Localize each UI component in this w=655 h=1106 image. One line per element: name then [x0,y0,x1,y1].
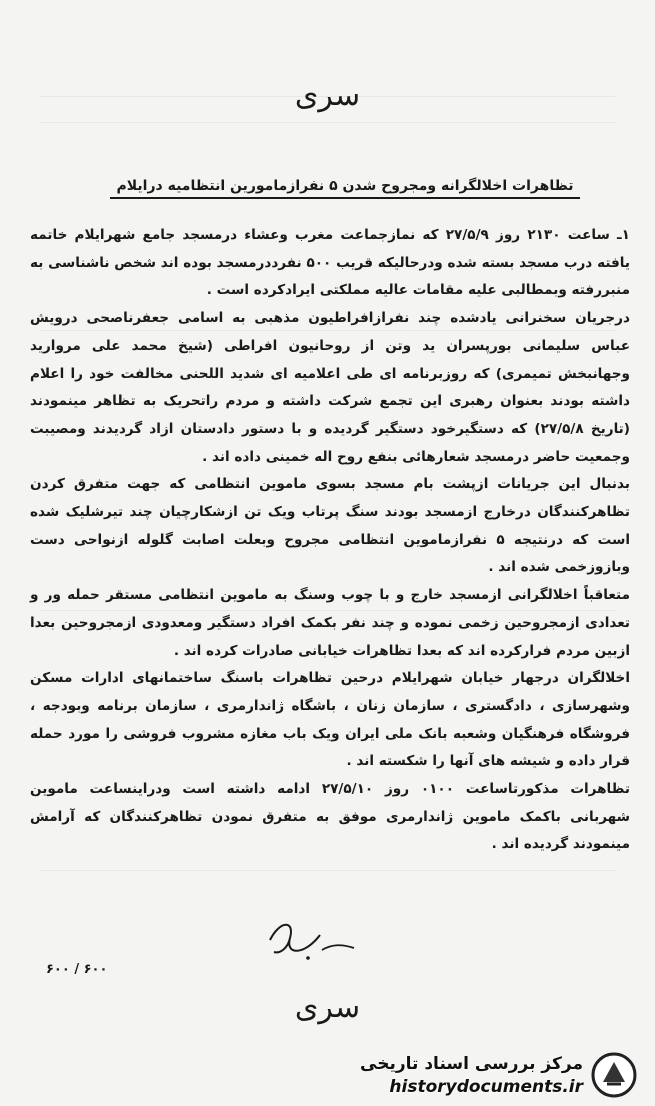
archive-url[interactable]: historydocuments.ir [389,1077,583,1097]
paragraph-1: ۱ـ ساعت ۲۱۳۰ روز ۲۷/۵/۹ که نمازجماعت مغرب وعشاء درمسجد جامع شهرایلام خاتمه یافته درب مسجد بسته شده ودرحالیکه قریب ۵۰۰ نفرددرمسجد بوده اند شخص ناشناسی به منبررفته وبمطالبی علیه مقامات عالیه مملکتی ایرادکرده است . [30,227,630,299]
show-through-line [40,870,615,871]
document-headline: تظاهرات اخلالگرانه ومجروح شدن ۵ نفرازمامورین انتظامیه درایلام [110,178,580,199]
paragraph-6: تظاهرات مذکورتاساعت ۰۱۰۰ روز ۲۷/۵/۱۰ ادامه داشته است ودراینساعت ماموین شهربانی باکمک ماموین ژاندارمری موفق به متفرق نمودن تظاهرکنندگان که آرامش مینمودند گردیده اند . [30,781,631,853]
classification-top: سری [294,78,361,113]
show-through-line [40,122,615,123]
reference-number: ۶۰۰ / ۶۰۰ [46,962,108,977]
paragraph-5: اخلالگران درجهار خیابان شهرایلام درحین تظاهرات باسنگ ساختمانهای ادارات مسکن وشهرسازی ، دادگستری ، سازمان زنان ، باشگاه ژاندارمری ، سازمان برنامه وبودجه ، فروشگاه فرهنگیان وشعبه بانک ملی ایران ویک باب مغازه مشروب فروشی را مورد حمله قرار داده و شیشه های آنها را شکسته اند . [30,670,630,770]
archive-watermark [347,1052,637,1100]
paragraph-4: متعاقباً اخلالگرانی ازمسجد خارج و با چوب وسنگ به ماموین انتظامی مستقر حمله ور و تعدادی ازمجروحین زخمی نموده و چند نفر بکمک افراد دستگیر ومعدودی ازمجروحین بعدا ازبین مردم فرارکرده اند که بعدا تظاهرات خیابانی صادرات کرده اند . [30,587,630,659]
paragraph-3: بدنبال این جریانات ازپشت بام مسجد بسوی ماموین انتظامی که جهت متفرق کردن تظاهرکنندگان درخارج ازمسجد بودند سنگ پرتاب ویک تن ازشکارچیان چند تیرشلیک شده است که درنتیجه ۵ نفرازماموین انتظامی مجروح وبعلت اصابت گلوله ازنواحی دست وبازوزخمی شده اند . [30,476,630,576]
handwritten-signature [250,910,370,970]
archive-logo-icon [591,1052,637,1098]
paragraph-2: درجریان سخنرانی یادشده چند نفرازافراطیون مذهبی به اسامی جعفرناصحی درویش عباس سلیمانی بورپسران ید وتن از روحانیون افراطی (شیخ محمد علی مروارید وجهانبخش تمیمری) که روزبرنامه ای طی اعلامیه ای شدید اللحنی مخالفت خود را اعلام داشته بودند بعنوان رهبری این تجمع شرکت داشته و مردم راتحریک به تظاهر مینمودند (تاریخ ۲۷/۵/۸) که دستگیرخود دستگیر گردیده و با دستور دادستان ازاد گردیدند ومصیبت وجمعیت حاضر درمسجد شعارهائی بنفع روح اله خمینی داده اند . [30,310,630,465]
document-body [30,222,630,859]
classification-bottom: سری [294,990,361,1025]
archive-center-name: مرکز بررسی اسناد تاریخی [360,1054,583,1074]
